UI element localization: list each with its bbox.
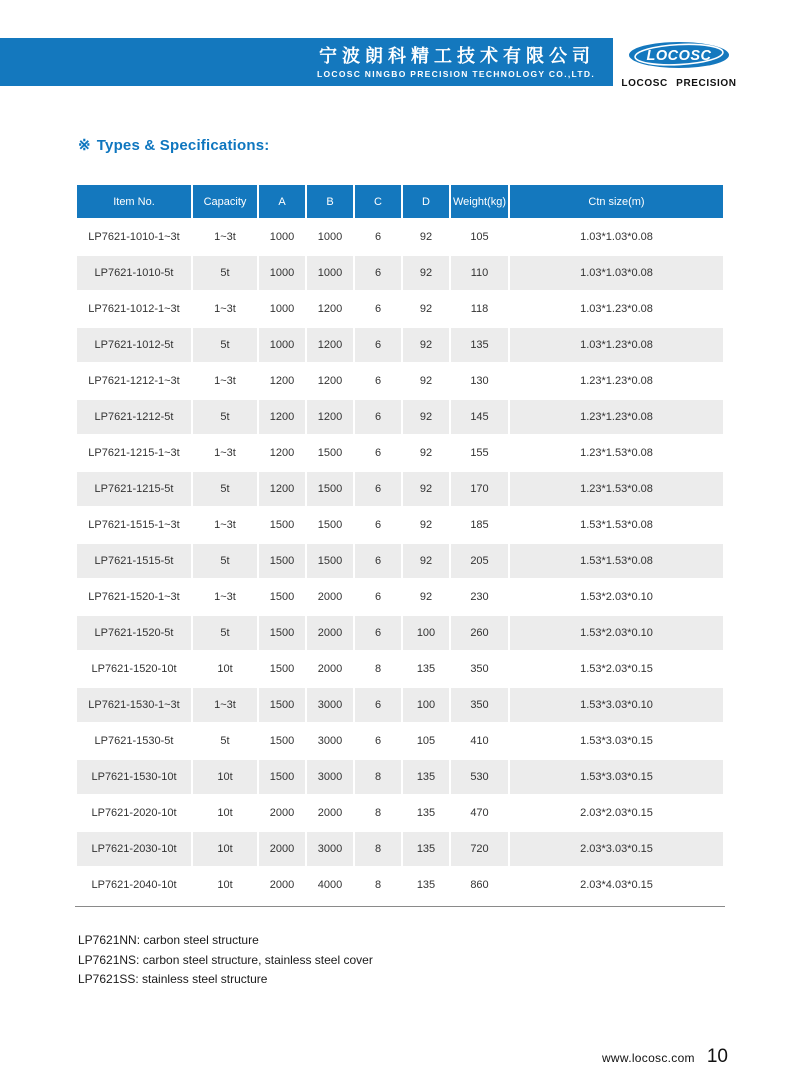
structure-notes [78,931,373,990]
cell: 6 [355,472,401,506]
header-row [77,185,723,218]
table-row [77,832,723,866]
cell: 2.03*4.03*0.15 [510,868,723,902]
table-row [77,508,723,542]
cell: 1.53*1.53*0.08 [510,544,723,578]
cell: 1.03*1.23*0.08 [510,328,723,362]
cell: 92 [403,400,449,434]
cell: 6 [355,364,401,398]
cell: 230 [451,580,508,614]
cell: 8 [355,796,401,830]
table-row [77,292,723,326]
cell: LP7621-1530-1~3t [77,688,191,722]
cell: 1~3t [193,292,257,326]
table-row [77,328,723,362]
cell: 2000 [259,796,305,830]
cell: 5t [193,328,257,362]
cell: 6 [355,220,401,254]
logo-caption: LOCOSC PRECISION [621,78,737,89]
section-title [78,136,269,154]
cell: 92 [403,472,449,506]
cell: LP7621-1520-10t [77,652,191,686]
cell: 3000 [307,760,353,794]
cell: 130 [451,364,508,398]
company-name-en: LOCOSC NINGBO PRECISION TECHNOLOGY CO.,LTD. [316,68,595,79]
cell: 4000 [307,868,353,902]
cell: 1200 [307,364,353,398]
cell: 135 [403,832,449,866]
cell: 2000 [307,616,353,650]
cell: 2000 [307,580,353,614]
cell: LP7621-1530-5t [77,724,191,758]
cell: 6 [355,256,401,290]
cell: 1~3t [193,580,257,614]
cell: 3000 [307,688,353,722]
cell: 1000 [307,220,353,254]
note-line: LP7621SS: stainless steel structure [78,972,268,986]
cell: 8 [355,868,401,902]
cell: 92 [403,544,449,578]
cell: 1000 [259,220,305,254]
cell: 1500 [307,544,353,578]
cell: 1500 [259,760,305,794]
cell: 1.23*1.53*0.08 [510,472,723,506]
cell: 350 [451,688,508,722]
column-header-7: Ctn size(m) [510,185,723,218]
cell: 6 [355,400,401,434]
table-row [77,400,723,434]
table-row [77,544,723,578]
cell: 1~3t [193,508,257,542]
cell: LP7621-1520-5t [77,616,191,650]
page-footer [602,1046,728,1068]
cell: 6 [355,292,401,326]
cell: 1.23*1.23*0.08 [510,364,723,398]
column-header-0: Item No. [77,185,191,218]
cell: LP7621-2020-10t [77,796,191,830]
column-header-3: B [307,185,353,218]
column-header-6: Weight(kg) [451,185,508,218]
section-title-marker: ※ [78,137,91,154]
table-row [77,652,723,686]
website-text: www.locosc.com [601,1051,695,1065]
cell: 1500 [307,472,353,506]
cell: LP7621-1215-5t [77,472,191,506]
cell: 92 [403,292,449,326]
table-row [77,364,723,398]
cell: 2000 [259,832,305,866]
cell: 92 [403,256,449,290]
table-row [77,724,723,758]
cell: LP7621-1010-5t [77,256,191,290]
cell: 2.03*2.03*0.15 [510,796,723,830]
cell: 10t [193,652,257,686]
cell: 1.03*1.23*0.08 [510,292,723,326]
cell: 1~3t [193,364,257,398]
cell: LP7621-1010-1~3t [77,220,191,254]
cell: 1200 [307,328,353,362]
cell: 92 [403,436,449,470]
spec-table [75,183,725,904]
cell: 5t [193,724,257,758]
section-title-text: Types & Specifications: [96,137,270,154]
cell: 10t [193,832,257,866]
cell: 1.53*2.03*0.10 [510,616,723,650]
column-header-1: Capacity [193,185,257,218]
cell: 6 [355,580,401,614]
cell: LP7621-1212-5t [77,400,191,434]
cell: 350 [451,652,508,686]
cell: 92 [403,220,449,254]
cell: 10t [193,760,257,794]
cell: 410 [451,724,508,758]
cell: 170 [451,472,508,506]
table-row [77,472,723,506]
cell: 470 [451,796,508,830]
table-row [77,436,723,470]
cell: 8 [355,760,401,794]
cell: 5t [193,256,257,290]
cell: 860 [451,868,508,902]
cell: 1~3t [193,688,257,722]
cell: 1500 [259,544,305,578]
cell: LP7621-2030-10t [77,832,191,866]
cell: 6 [355,328,401,362]
cell: 2.03*3.03*0.15 [510,832,723,866]
cell: 135 [403,652,449,686]
cell: 260 [451,616,508,650]
cell: 1200 [259,364,305,398]
cell: 8 [355,832,401,866]
cell: 1.53*3.03*0.15 [510,760,723,794]
cell: LP7621-2040-10t [77,868,191,902]
cell: LP7621-1520-1~3t [77,580,191,614]
cell: LP7621-1515-5t [77,544,191,578]
cell: 10t [193,796,257,830]
cell: 2000 [307,652,353,686]
cell: 6 [355,616,401,650]
spec-table-head [77,185,723,218]
cell: 1.53*2.03*0.15 [510,652,723,686]
cell: 6 [355,436,401,470]
cell: 92 [403,508,449,542]
cell: 1.23*1.23*0.08 [510,400,723,434]
cell: 1.53*1.53*0.08 [510,508,723,542]
cell: 6 [355,508,401,542]
cell: 6 [355,544,401,578]
cell: 1500 [259,688,305,722]
cell: LP7621-1215-1~3t [77,436,191,470]
table-row [77,688,723,722]
column-header-4: C [355,185,401,218]
cell: 110 [451,256,508,290]
cell: 1500 [259,652,305,686]
cell: 1000 [307,256,353,290]
cell: 1500 [259,724,305,758]
cell: 185 [451,508,508,542]
cell: 1500 [307,436,353,470]
cell: 1.53*3.03*0.15 [510,724,723,758]
note-line: LP7621NS: carbon steel structure, stainless steel cover [78,952,373,967]
cell: 530 [451,760,508,794]
table-row [77,796,723,830]
table-row [77,760,723,794]
cell: 135 [451,328,508,362]
cell: 6 [355,724,401,758]
cell: 1.03*1.03*0.08 [510,256,723,290]
table-bottom-rule [75,906,725,907]
cell: 5t [193,544,257,578]
cell: 105 [451,220,508,254]
cell: 205 [451,544,508,578]
table-row [77,580,723,614]
cell: 720 [451,832,508,866]
cell: 1.23*1.53*0.08 [510,436,723,470]
cell: 1000 [259,328,305,362]
locosc-logo-icon [628,41,730,74]
cell: LP7621-1012-5t [77,328,191,362]
table-row [77,868,723,902]
cell: LP7621-1530-10t [77,760,191,794]
cell: 155 [451,436,508,470]
cell: 1500 [259,508,305,542]
cell: LP7621-1012-1~3t [77,292,191,326]
cell: 1200 [259,472,305,506]
cell: 1500 [307,508,353,542]
cell: 100 [403,688,449,722]
cell: 1.03*1.03*0.08 [510,220,723,254]
cell: 5t [193,472,257,506]
cell: 118 [451,292,508,326]
cell: 6 [355,688,401,722]
cell: LP7621-1515-1~3t [77,508,191,542]
logo-block [621,41,737,89]
cell: 1~3t [193,436,257,470]
cell: 2000 [307,796,353,830]
cell: 145 [451,400,508,434]
cell: 1000 [259,292,305,326]
table-row [77,256,723,290]
cell: 1.53*3.03*0.10 [510,688,723,722]
cell: 5t [193,616,257,650]
company-name-cn: 宁波朗科精工技术有限公司 [319,45,595,66]
cell: 3000 [307,724,353,758]
spec-table-body [77,220,723,902]
cell: 10t [193,868,257,902]
column-header-5: D [403,185,449,218]
cell: 135 [403,796,449,830]
cell: 1500 [259,616,305,650]
cell: 135 [403,760,449,794]
cell: 92 [403,364,449,398]
svg-text:LOCOSC: LOCOSC [646,48,712,64]
cell: 92 [403,328,449,362]
cell: 1~3t [193,220,257,254]
cell: 92 [403,580,449,614]
cell: 135 [403,868,449,902]
cell: 1.53*2.03*0.10 [510,580,723,614]
page-number: 10 [706,1046,728,1067]
cell: 3000 [307,832,353,866]
cell: 2000 [259,868,305,902]
cell: 5t [193,400,257,434]
header-banner [0,38,613,86]
cell: 1200 [307,292,353,326]
cell: 1200 [307,400,353,434]
note-line: LP7621NN: carbon steel structure [78,933,259,947]
table-row [77,616,723,650]
table-row [77,220,723,254]
cell: 1200 [259,400,305,434]
cell: 1500 [259,580,305,614]
cell: 100 [403,616,449,650]
cell: 1000 [259,256,305,290]
column-header-2: A [259,185,305,218]
cell: 1200 [259,436,305,470]
cell: LP7621-1212-1~3t [77,364,191,398]
cell: 8 [355,652,401,686]
cell: 105 [403,724,449,758]
